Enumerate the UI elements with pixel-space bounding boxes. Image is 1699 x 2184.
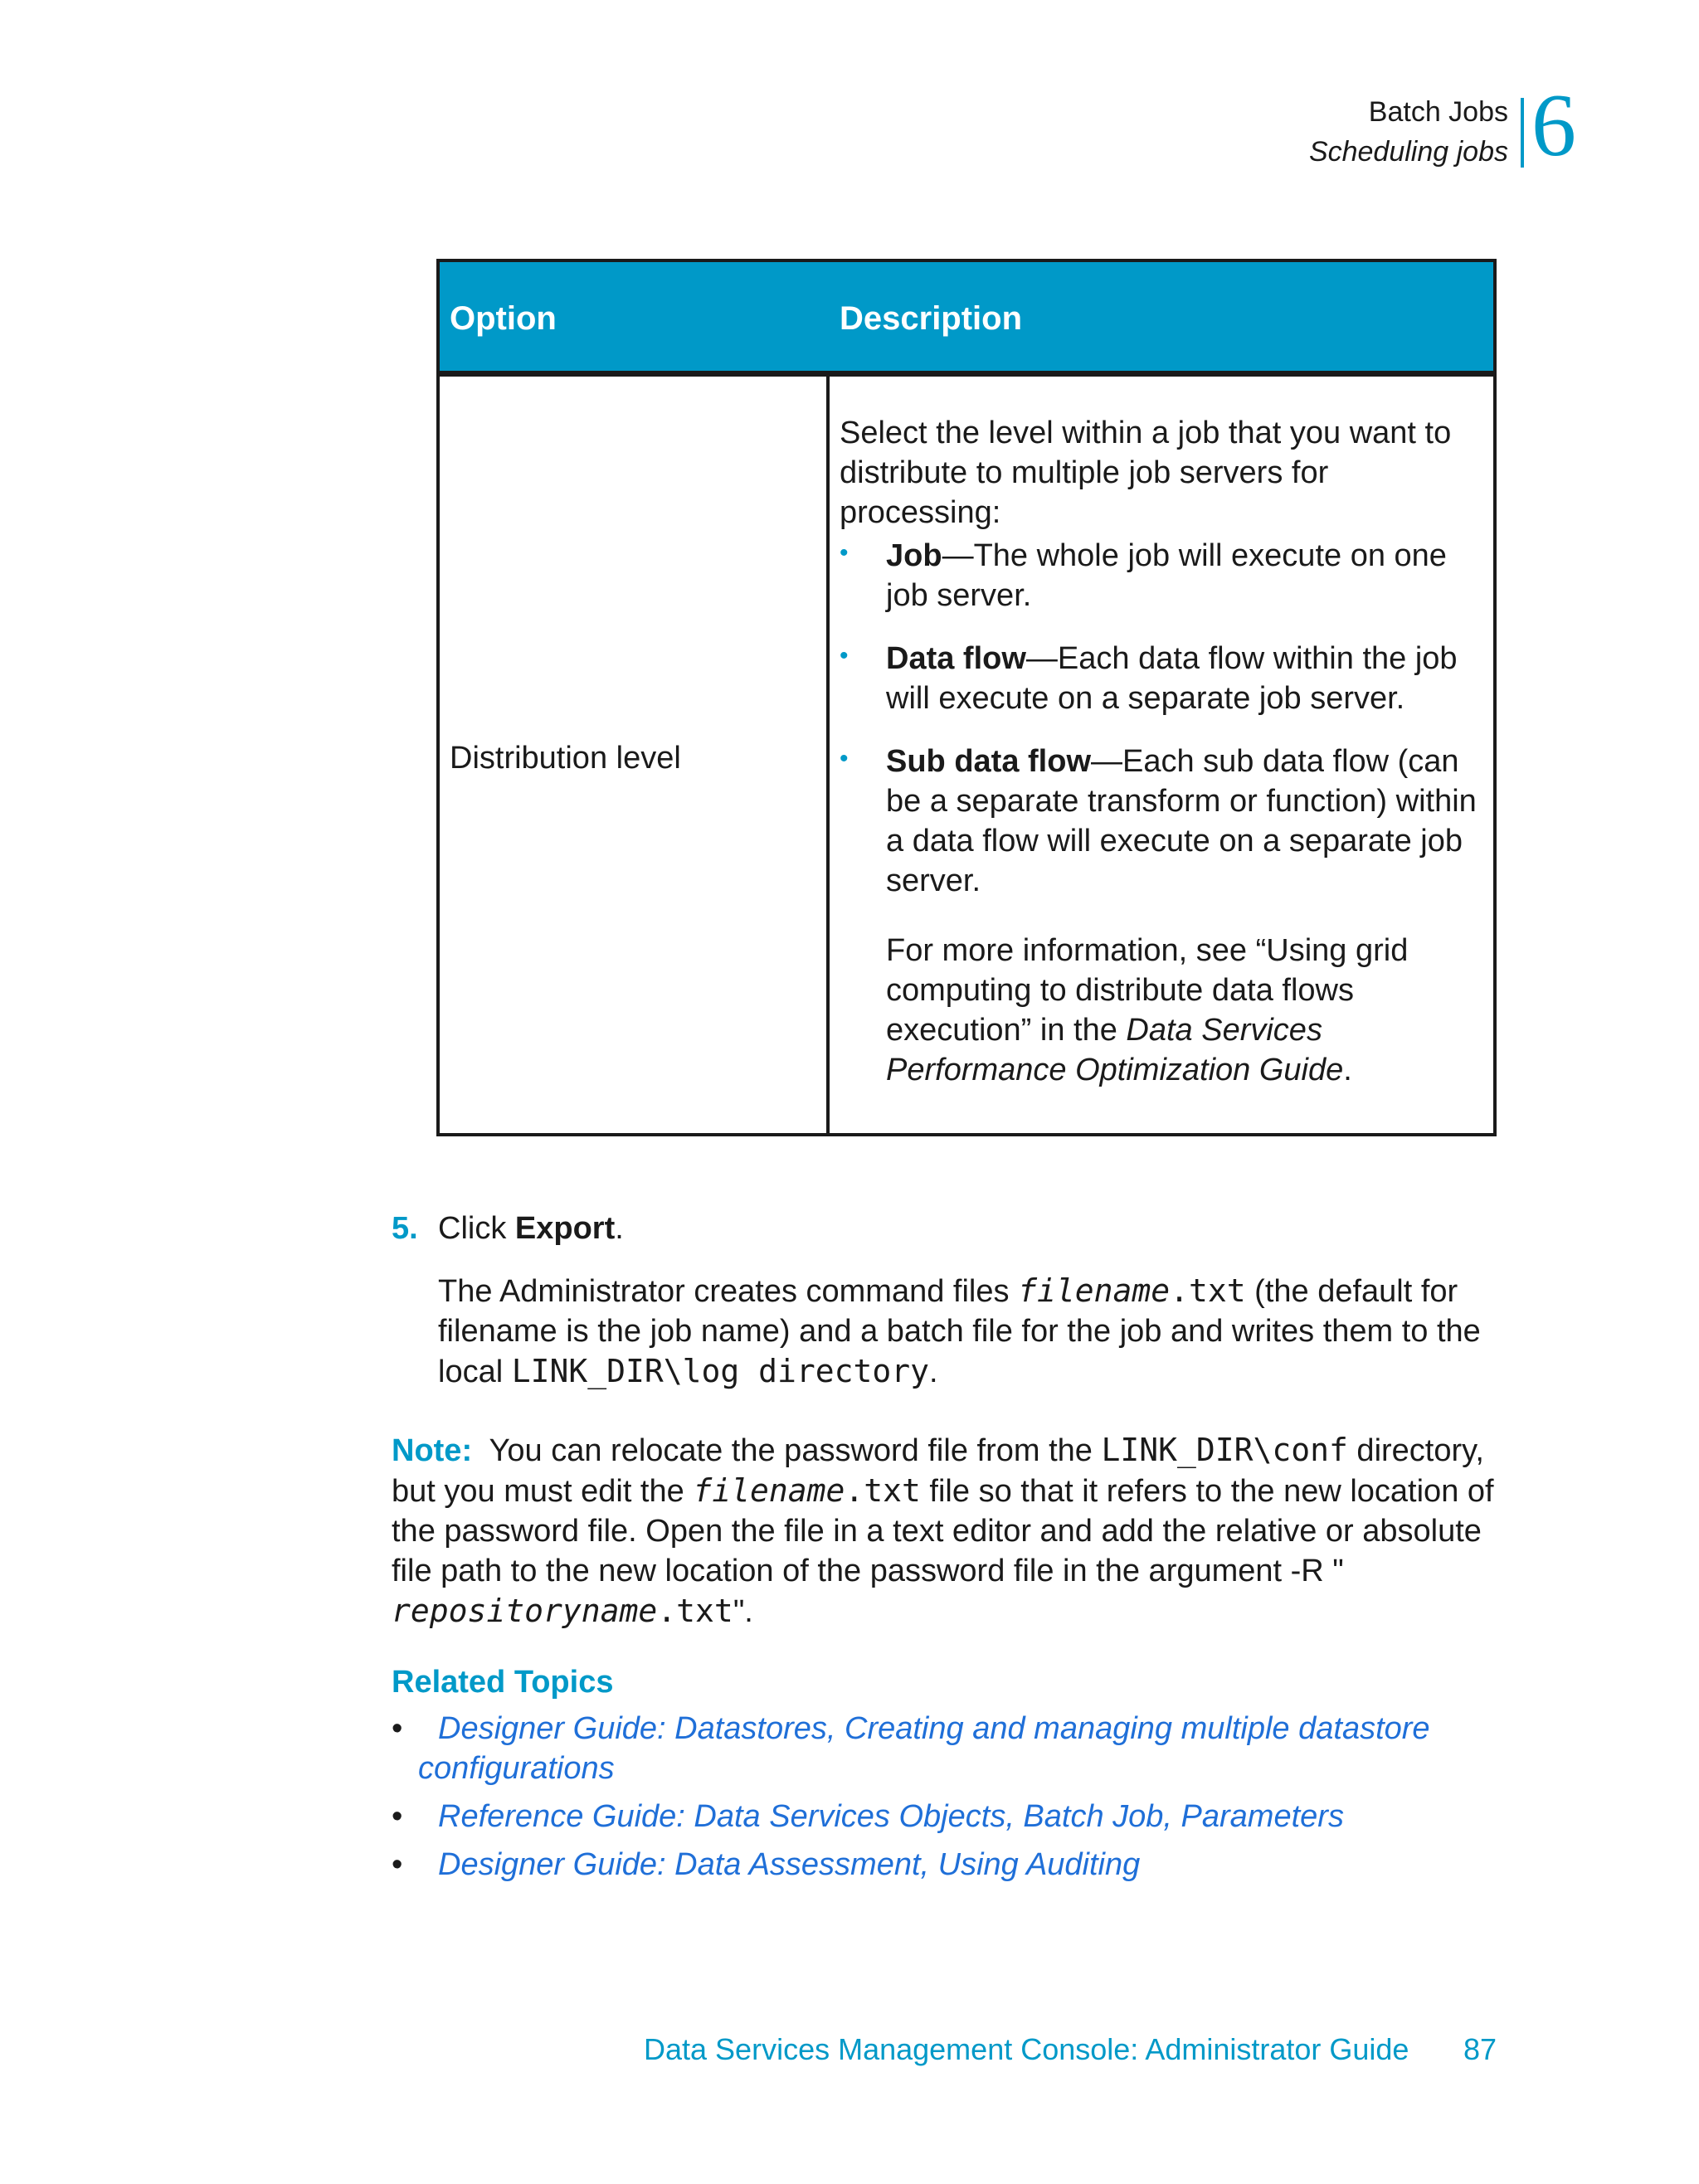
bullet-sub-data-flow: [886, 742, 1492, 901]
option-distribution-level: Distribution level: [450, 741, 681, 776]
section-title: Scheduling jobs: [1308, 136, 1508, 168]
step-detail: The Administrator creates command files filename.txt (the default for filename is the job name) and a batch file for the job and writes them to the local LINK_DIR\log directory.: [438, 1272, 1481, 1389]
footer-guide-title: Data Services Management Console: Administrator Guide: [644, 2032, 1409, 2066]
bullet-data-flow: [886, 639, 1492, 718]
chapter-title: Batch Jobs: [1368, 96, 1508, 128]
bullet-job: [886, 536, 1492, 615]
export-action: Export: [514, 1211, 616, 1246]
bullet-text: —The whole job will execute on one job server.: [886, 538, 1447, 613]
note-paragraph: Note: You can relocate the password file from the LINK_DIR\conf directory, but you must edit the filename.txt file so that it refers to the new location of the password file. Open the file in a text editor and add the relative or absolute file path to the new location of the password file in the argument -R " repositoryname.txt".: [392, 1432, 1494, 1629]
step-number: 5.: [392, 1211, 418, 1246]
note-label: Note:: [392, 1433, 473, 1468]
page-number: 87: [1463, 2032, 1497, 2066]
step-instruction: Click Export.: [438, 1211, 624, 1246]
bullet-marker: •: [840, 539, 849, 567]
related-link-parameters[interactable]: Reference Guide: Data Services Objects, Batch Job, Parameters: [438, 1799, 1344, 1834]
related-bullet: •: [392, 1847, 403, 1882]
related-link-datastores[interactable]: Designer Guide: Datastores, Creating and managing multiple datastore: [438, 1711, 1430, 1746]
bullet-term: Sub data flow: [886, 744, 1091, 779]
bullet-text: —Each sub data flow (can be a separate transform or function) within a data flow will execute on a separate job server.: [886, 744, 1477, 898]
options-table: [436, 259, 1497, 1136]
related-topics-heading: Related Topics: [392, 1665, 614, 1700]
bullet-term: Data flow: [886, 641, 1026, 676]
chapter-divider: [1521, 98, 1524, 168]
bullet-marker: •: [840, 745, 849, 772]
table-column-divider: [826, 262, 830, 1133]
related-link-datastores-cont[interactable]: configurations: [418, 1751, 615, 1786]
related-bullet: •: [392, 1799, 403, 1834]
bullet-term: Job: [886, 538, 942, 573]
header-option: Option: [450, 300, 557, 337]
more-info: For more information, see “Using grid computing to distribute data flows execution” in the Data Services Performance Optimization Guide.: [886, 933, 1409, 1087]
description-intro: Select the level within a job that you want to distribute to multiple job servers for processing:: [840, 416, 1452, 530]
related-bullet: •: [392, 1711, 403, 1746]
header-description: Description: [840, 300, 1023, 337]
bullet-marker: •: [840, 642, 849, 669]
related-link-auditing[interactable]: Designer Guide: Data Assessment, Using Auditing: [438, 1847, 1141, 1882]
bullet-text: —Each data flow within the job will execute on a separate job server.: [886, 641, 1458, 716]
chapter-number: 6: [1531, 76, 1576, 175]
performance-guide-title: Data Services Performance Optimization Guide: [886, 1013, 1344, 1087]
